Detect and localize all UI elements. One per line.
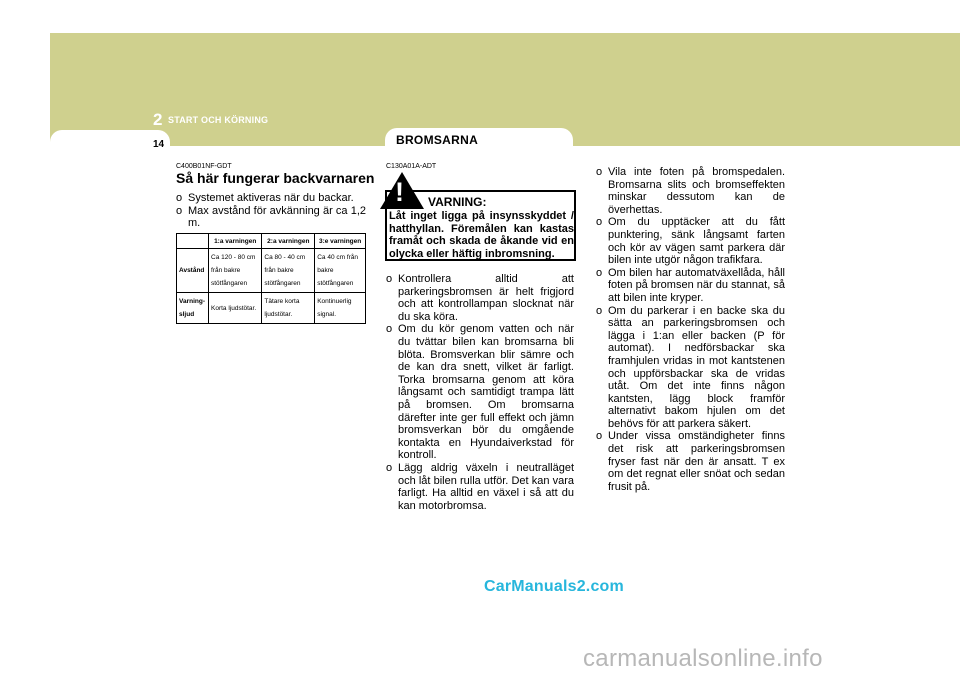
- section-title: BROMSARNA: [396, 133, 479, 147]
- table-row-header: Avstånd: [177, 249, 209, 293]
- middle-bullet-list: [386, 273, 574, 512]
- table-cell: Tätare korta ljudstötar.: [262, 293, 315, 324]
- left-heading: Så här fungerar backvarnaren: [176, 170, 375, 186]
- warning-text: Låt inget ligga på insynsskyddet / hatthyllan. Föremålen kan kastas framåt och skada de åkande vid en olycka eller häftig inbromsning.: [389, 210, 574, 260]
- distance-table: [176, 233, 366, 324]
- table-row-header: Varning-sljud: [177, 293, 209, 324]
- list-item: o Lägg aldrig växeln i neutralläget och låt bilen rulla utför. Det kan vara farligt. Ha alltid en växel i så att du kan motorbromsa.: [386, 461, 574, 512]
- table-header-cell: 1:a varningen: [209, 234, 262, 249]
- table-row: [177, 293, 366, 324]
- list-item: o Vila inte foten på bromspedalen. Bromsarna slits och bromseffekten minskar dessutom kan de överhettas.: [596, 166, 785, 216]
- list-item: o Max avstånd för avkänning är ca 1,2 m.: [176, 204, 366, 230]
- table-header-cell: 3:e varningen: [315, 234, 366, 249]
- table-cell: Ca 80 - 40 cm från bakre stötfångaren: [262, 249, 315, 293]
- table-row: [177, 249, 366, 293]
- watermark-carmanuals2[interactable]: CarManuals2.com: [484, 578, 624, 595]
- list-item: o Om du kör genom vatten och när du tvättar bilen kan bromsarna bli blöta. Bromsverkan blir sämre och de kan dra snett, vilket är farligt. Torka bromsarna genom att köra långsamt och samtidigt trampa lätt på bromsen. Om bromsarna därefter inte ger full effekt och jämn bromsverkan bör du omgående kontakta en Hyundaiverkstad för kontroll.: [386, 323, 574, 462]
- middle-code: C130A01A-ADT: [386, 163, 437, 170]
- list-item: o Om du upptäcker att du fått punktering, sänk långsamt farten och kör av vägen samt parkera där bilen inte utgör någon trafikfara.: [596, 216, 785, 267]
- table-header-row: [177, 234, 366, 249]
- table-cell: Kontinuerlig signal.: [315, 293, 366, 324]
- chapter-number: 2: [153, 110, 163, 129]
- table-cell: Ca 40 cm från bakre stötfångaren: [315, 249, 366, 293]
- right-bullet-list: [596, 166, 785, 493]
- list-item: o Om du parkerar i en backe ska du sätta an parkeringsbromsen och lägga i 1:an eller backen (P för automat). I nedförsbackar ska framhjulen vridas in mot kantstenen och uppförsbackar ska de vridas utåt. Om det inte finns någon kantsten, lägg block framför alternativt bakom hjulen om det behövs för att parkera säkert.: [596, 304, 785, 430]
- page-number: 14: [153, 139, 165, 150]
- warning-title: VARNING:: [428, 195, 487, 209]
- warning-exclamation-icon: !: [395, 177, 404, 207]
- table-header-cell: 2:a varningen: [262, 234, 315, 249]
- watermark-carmanualsonline: carmanualsonline.info: [583, 645, 823, 672]
- chapter-title: START OCH KÖRNING: [168, 115, 269, 125]
- list-item: o Kontrollera alltid att parkeringsbromsen är helt frigjord och att kontrollampan slocknat när du ska köra.: [386, 273, 574, 323]
- left-code: C400B01NF-GDT: [176, 163, 232, 170]
- list-item: o Om bilen har automatväxellåda, håll foten på bromsen när du stannat, så att bilen inte kryper.: [596, 266, 785, 304]
- table-cell: Korta ljudstötar.: [209, 293, 262, 324]
- list-item: o Under vissa omständigheter finns det risk att parkeringsbromsen fryser fast när den är ansatt. T ex om det regnat eller snöat och sedan frusit på.: [596, 430, 785, 493]
- header-banner-tab: [50, 130, 170, 160]
- table-cell: Ca 120 - 80 cm från bakre stötfångaren: [209, 249, 262, 293]
- left-bullet-list: [176, 192, 366, 230]
- table-header-cell: [177, 234, 209, 249]
- list-item: o Systemet aktiveras när du backar.: [176, 192, 354, 204]
